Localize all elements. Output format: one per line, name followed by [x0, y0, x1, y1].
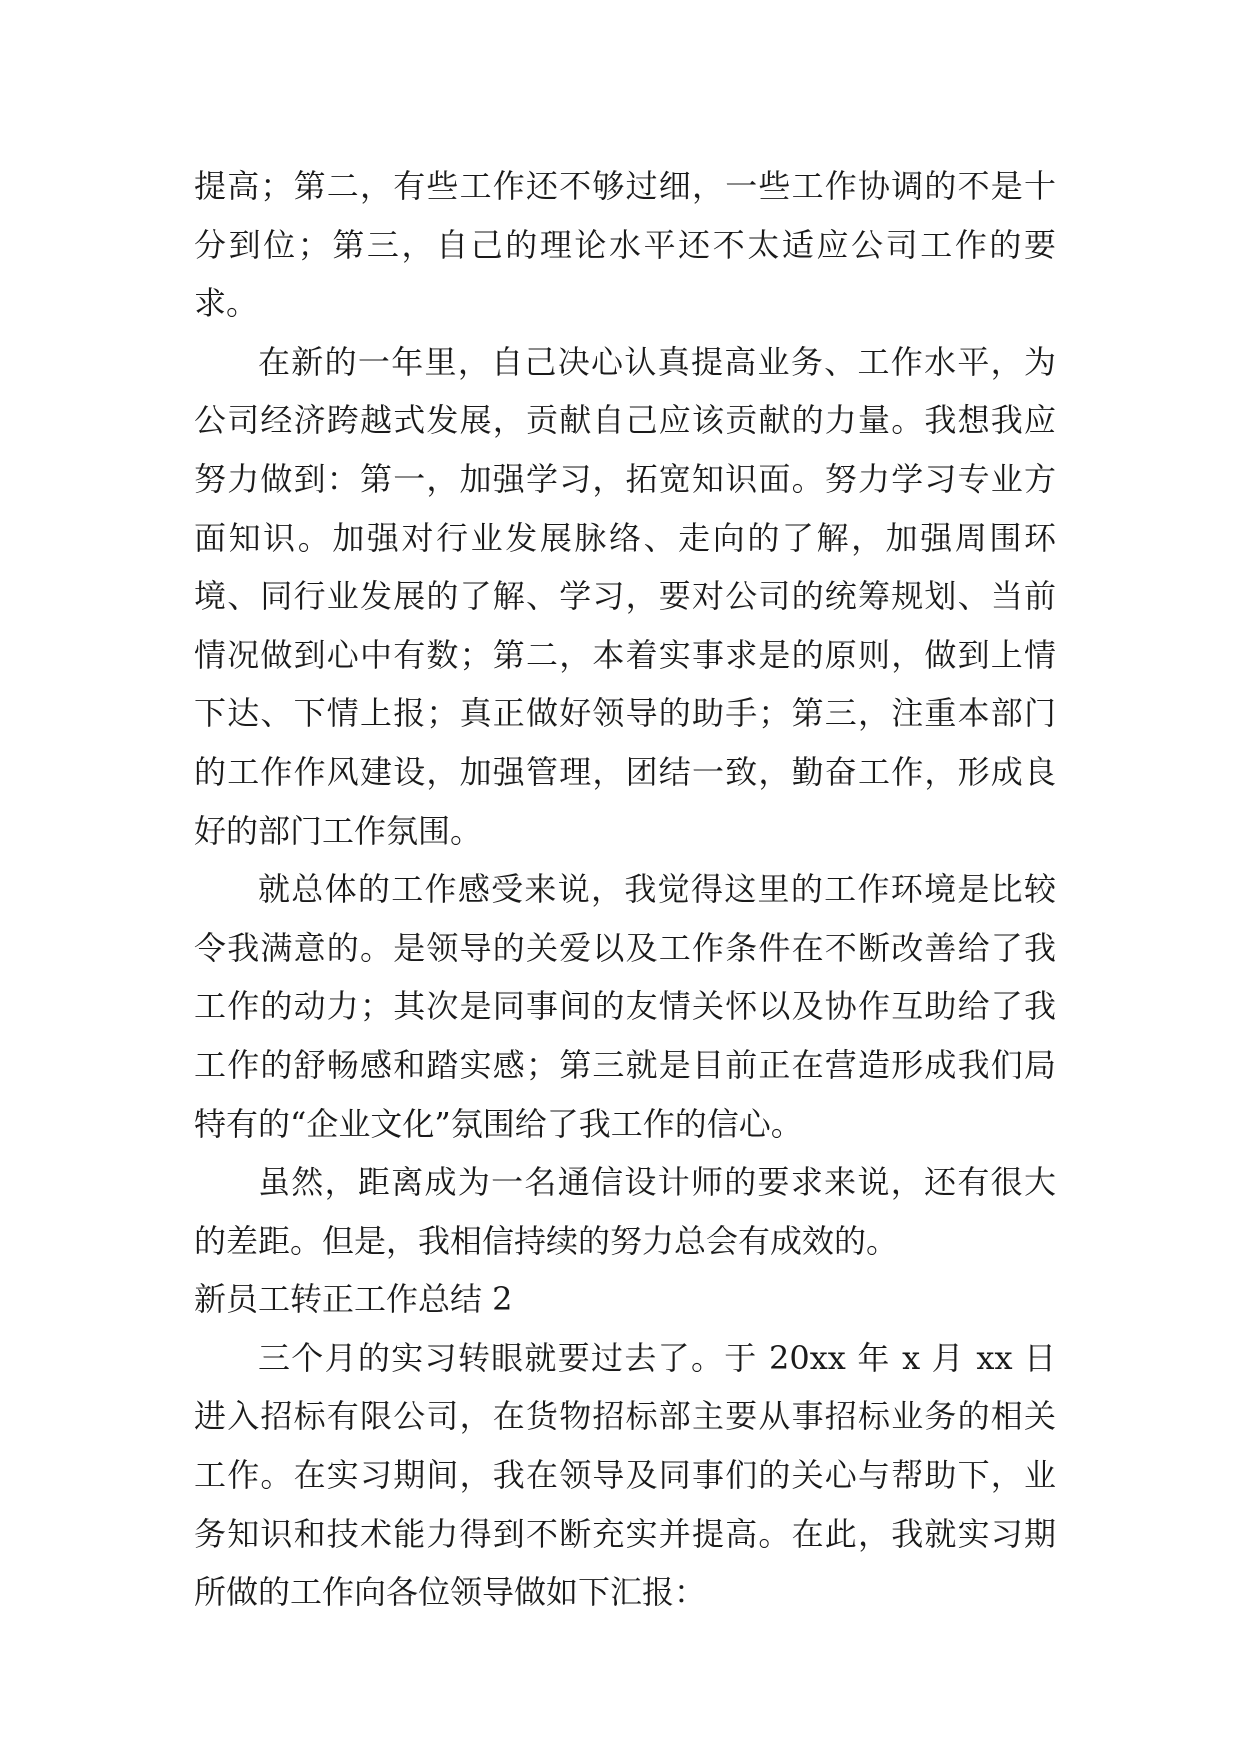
paragraph-p2: 在新的一年里，自己决心认真提高业务、工作水平，为公司经济跨越式发展，贡献自己应该贡献的力量。我想我应努力做到：第一，加强学习，拓宽知识面。努力学习专业方面知识。加强对行业发展脉络、走向的了解，加强周围环境、同行业发展的了解、学习，要对公司的统筹规划、当前情况做到心中有数；第二，本着实事求是的原则，做到上情下达、下情上报；真正做好领导的助手；第三，注重本部门的工作作风建设，加强管理，团结一致，勤奋工作，形成良好的部门工作氛围。 — [194, 342, 1056, 850]
paragraph-p5: 三个月的实习转眼就要过去了。于 20xx 年 x 月 xx 日进入招标有限公司，在货物招标部主要从事招标业务的相关工作。在实习期间，我在领导及同事们的关心与帮助下，业务知识和技术能力得到不断充实并提高。在此，我就实习期所做的工作向各位领导做如下汇报： — [194, 1338, 1056, 1612]
paragraph-p1: 提高；第二，有些工作还不够过细，一些工作协调的不是十分到位；第三，自己的理论水平还不太适应公司工作的要求。 — [194, 167, 1056, 323]
paragraph-p4: 虽然，距离成为一名通信设计师的要求来说，还有很大的差距。但是，我相信持续的努力总会有成效的。 — [194, 1163, 1056, 1260]
document-body — [194, 157, 1056, 1622]
section-heading: 新员工转正工作总结 2 — [194, 1280, 513, 1319]
paragraph-p3: 就总体的工作感受来说，我觉得这里的工作环境是比较令我满意的。是领导的关爱以及工作条件在不断改善给了我工作的动力；其次是同事间的友情关怀以及协作互助给了我工作的舒畅感和踏实感；第三就是目前正在营造形成我们局特有的“企业文化”氛围给了我工作的信心。 — [194, 870, 1056, 1143]
